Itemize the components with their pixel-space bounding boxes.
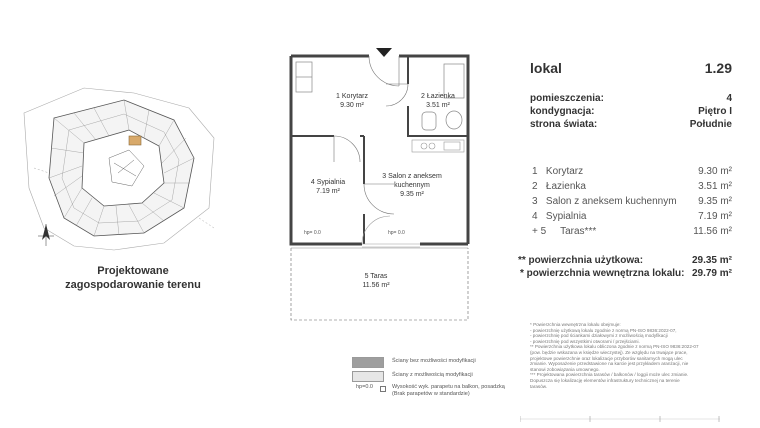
north-arrow-icon (38, 224, 54, 246)
legend-hp-line2: (Brak parapetów w standardzie) (392, 391, 470, 397)
list-item-area: 9.35 m² (698, 196, 732, 207)
hp-symbol-icon (380, 386, 386, 392)
room-taras-label: 5 Taras 11.56 m² (362, 273, 390, 289)
usable-area-label: ** powierzchnia użytkowa: (518, 255, 644, 266)
legend-hp-line1: Wysokość wyk. parapetu na balkon, posadzką (392, 384, 505, 390)
list-item-area: 7.19 m² (698, 211, 732, 222)
internal-area-value: 29.79 m² (691, 268, 732, 279)
list-item: + 5 Taras*** (532, 226, 597, 237)
list-item-area: 9.30 m² (698, 166, 732, 177)
list-item-area: 11.56 m² (693, 226, 732, 237)
legend-hp-symbol: hp=0.0 (356, 384, 373, 390)
hp-marker-right: hp= 0.0 (388, 230, 405, 236)
floor-label: kondygnacja: (530, 106, 595, 117)
legend-modifiable-walls: Ściany z możliwością modyfikacji (392, 372, 473, 378)
internal-area-label: * powierzchnia wewnętrzna lokalu: (520, 268, 685, 279)
legend-fixed-walls: Ściany bez możliwości modyfikacji (392, 358, 476, 364)
list-item: 4 Sypialnia (532, 211, 587, 222)
list-item-area: 3.51 m² (698, 181, 732, 192)
floor-value: Piętro I (698, 106, 732, 117)
rooms-count-value: 4 (726, 93, 732, 104)
lokal-number: 1.29 (704, 60, 732, 76)
hp-marker-left: hp= 0.0 (304, 230, 321, 236)
room-sypialnia-label: 4 Sypialnia 7.19 m² (310, 179, 346, 195)
lokal-label: lokal (530, 60, 562, 76)
site-caption-line1: Projektowane (97, 265, 169, 277)
list-item: 3 Salon z aneksem kuchennym (532, 196, 677, 207)
site-caption-line2: zagospodarowanie terenu (65, 279, 201, 291)
scale-bar-icon (520, 414, 720, 424)
footnotes: * Powierzchnia wewnętrzna lokalu obejmuje: - powierzchnię użytkową lokalu zgodnie z normą PN-ISO 9836:2022-07, - powierzchnię pod ściankami działowymi z możliwością modyfikacji - powierzchnię pod wszystkimi otworami / przejściami. ** Powierzchnia użytkowa lokalu obliczona zgodnie z normą PN-ISO 9836:2022-07 (pow. będzie wskazana w księdze wieczystej). Ze względu na trwające prace, projektowe powierzchnie oraz lokalizacje przyborów sanitarnych mogą ulec zmianie. Wyposażenie przedstawione na karcie jest przykładem aranżacji, nie stanowi zobowiązania umownego. *** Projektowana powierzchnia tarasów / balkonów / loggii może ulec zmianie. Dopuszcza się lokalizację elementów infrastruktury technicznej na terenie tarasów. (530, 322, 699, 389)
highlighted-unit (129, 136, 141, 145)
room-salon-label: 3 Salon z aneksem kuchennym 9.35 m² (382, 173, 442, 198)
orientation-label: strona świata: (530, 119, 598, 130)
usable-area-value: 29.35 m² (691, 255, 732, 266)
legend-swatch-fixed (352, 357, 384, 368)
list-item: 1 Korytarz (532, 166, 584, 177)
room-korytarz-label: 1 Korytarz 9.30 m² (336, 93, 368, 109)
room-lazienka-label: 2 Łazienka 3.51 m² (421, 93, 455, 109)
legend-swatch-modifiable (352, 371, 384, 382)
rooms-count-label: pomieszczenia: (530, 93, 604, 104)
site-plan-drawing (14, 78, 224, 253)
list-item: 2 Łazienka (532, 181, 586, 192)
orientation-value: Południe (689, 119, 732, 130)
entrance-arrow-icon (376, 48, 392, 57)
